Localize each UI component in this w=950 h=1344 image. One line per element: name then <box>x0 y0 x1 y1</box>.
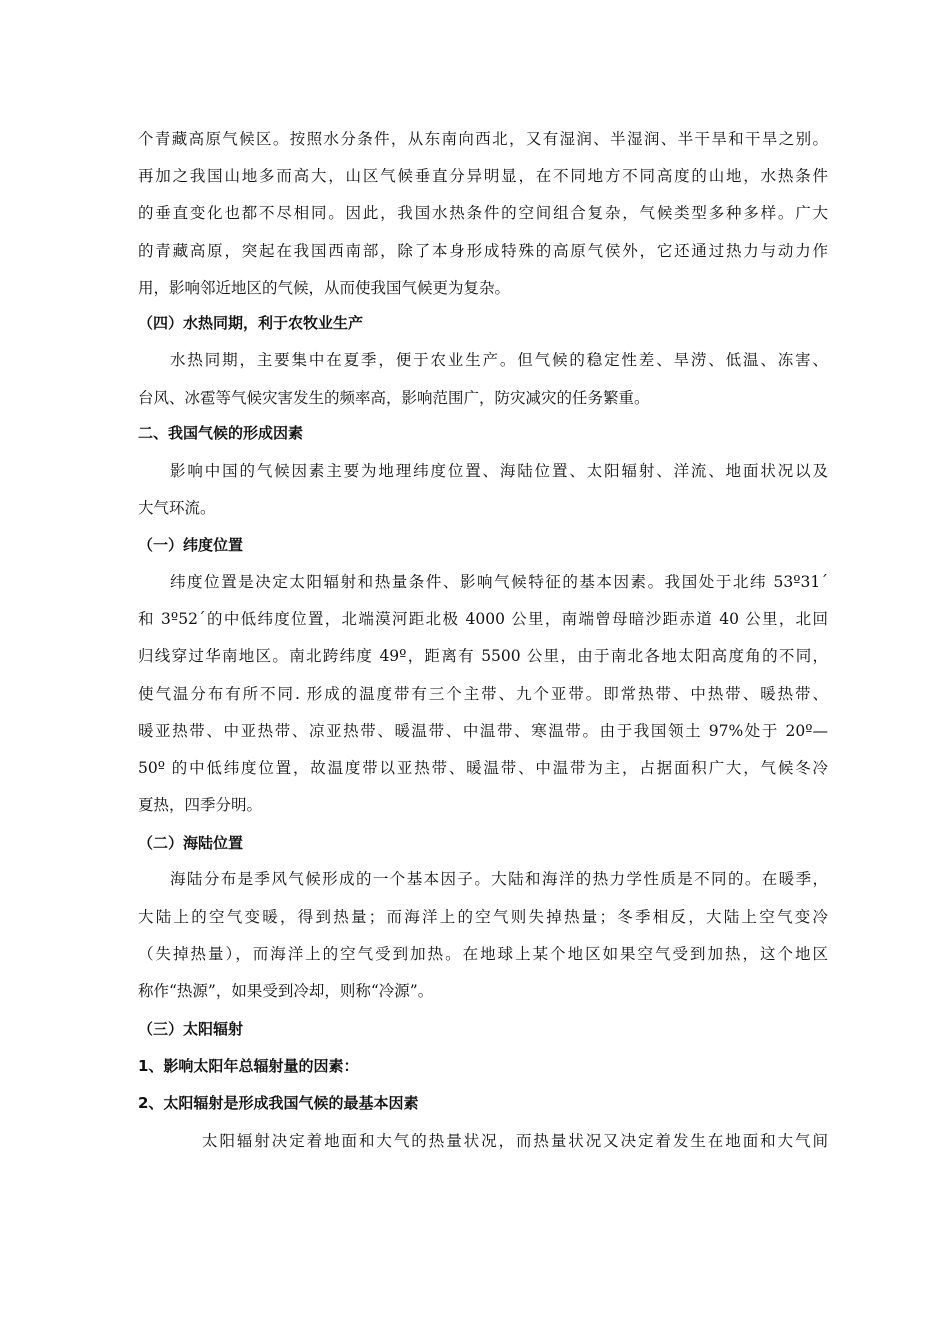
paragraph-line: 影响中国的气候因素主要为地理纬度位置、海陆位置、太阳辐射、洋流、地面状况以及 <box>170 462 828 480</box>
sub-heading: 1、影响太阳年总辐射量的因素： <box>138 1057 359 1075</box>
paragraph-line: （失掉热量），而海洋上的空气受到加热。在地球上某个地区如果空气受到加热，这个地区 <box>138 945 828 963</box>
paragraph-line: 和 3º52´的中低纬度位置，北端漠河距北极 4000 公里，南端曾母暗沙距赤道 40 公里，北回 <box>138 610 828 628</box>
paragraph-line: 大陆上的空气变暖，得到热量；而海洋上的空气则失掉热量；冬季相反，大陆上空气变冷 <box>138 908 828 926</box>
paragraph-line: 海陆分布是季风气候形成的一个基本因子。大陆和海洋的热力学性质是不同的。在暖季， <box>170 870 828 888</box>
paragraph-line: 太阳辐射决定着地面和大气的热量状况，而热量状况又决定着发生在地面和大气间 <box>202 1132 828 1150</box>
paragraph-line: 称作“热源”，如果受到冷却，则称“冷源”。 <box>138 982 434 1000</box>
paragraph-line: 使气温分布有所不同. 形成的温度带有三个主带、九个亚带。即常热带、中热带、暖热带、 <box>138 685 828 703</box>
paragraph-line: 再加之我国山地多而高大，山区气候垂直分异明显，在不同地方不同高度的山地，水热条件 <box>138 167 828 185</box>
section-heading: 二、我国气候的形成因素 <box>138 424 304 442</box>
paragraph-line: 个青藏高原气候区。按照水分条件，从东南向西北，又有湿润、半湿润、半干旱和干旱之别。 <box>138 130 828 148</box>
paragraph-line: 归线穿过华南地区。南北跨纬度 49º，距离有 5500 公里，由于南北各地太阳高度角的不同， <box>138 647 828 665</box>
paragraph-line: 用，影响邻近地区的气候，从而使我国气候更为复杂。 <box>138 279 511 297</box>
paragraph-line: 的垂直变化也都不尽相同。因此，我国水热条件的空间组合复杂，气候类型多种多样。广大 <box>138 204 828 222</box>
paragraph-line: 夏热，四季分明。 <box>138 796 263 814</box>
section-heading: （一）纬度位置 <box>138 536 244 554</box>
paragraph-line: 水热同期，主要集中在夏季，便于农业生产。但气候的稳定性差、旱涝、低温、冻害、 <box>170 351 828 369</box>
paragraph-line: 纬度位置是决定太阳辐射和热量条件、影响气候特征的基本因素。我国处于北纬 53º31´ <box>170 573 828 591</box>
section-heading: （二）海陆位置 <box>138 834 244 852</box>
paragraph-line: 的青藏高原，突起在我国西南部，除了本身形成特殊的高原气侯外，它还通过热力与动力作 <box>138 242 828 260</box>
paragraph-line: 台风、冰雹等气候灾害发生的频率高，影响范围广，防灾减灾的任务繁重。 <box>138 389 650 407</box>
section-heading: （四）水热同期，利于农牧业生产 <box>138 314 364 332</box>
sub-heading: 2、太阳辐射是形成我国气候的最基本因素 <box>138 1094 419 1112</box>
section-heading: （三）太阳辐射 <box>138 1020 244 1038</box>
paragraph-line: 暖亚热带、中亚热带、凉亚热带、暖温带、中温带、寒温带。由于我国领土 97%处于 20º— <box>138 722 828 740</box>
paragraph-line: 大气环流。 <box>138 499 216 517</box>
paragraph-line: 50º 的中低纬度位置，故温度带以亚热带、暖温带、中温带为主，占据面积广大，气候冬冷 <box>138 759 828 777</box>
